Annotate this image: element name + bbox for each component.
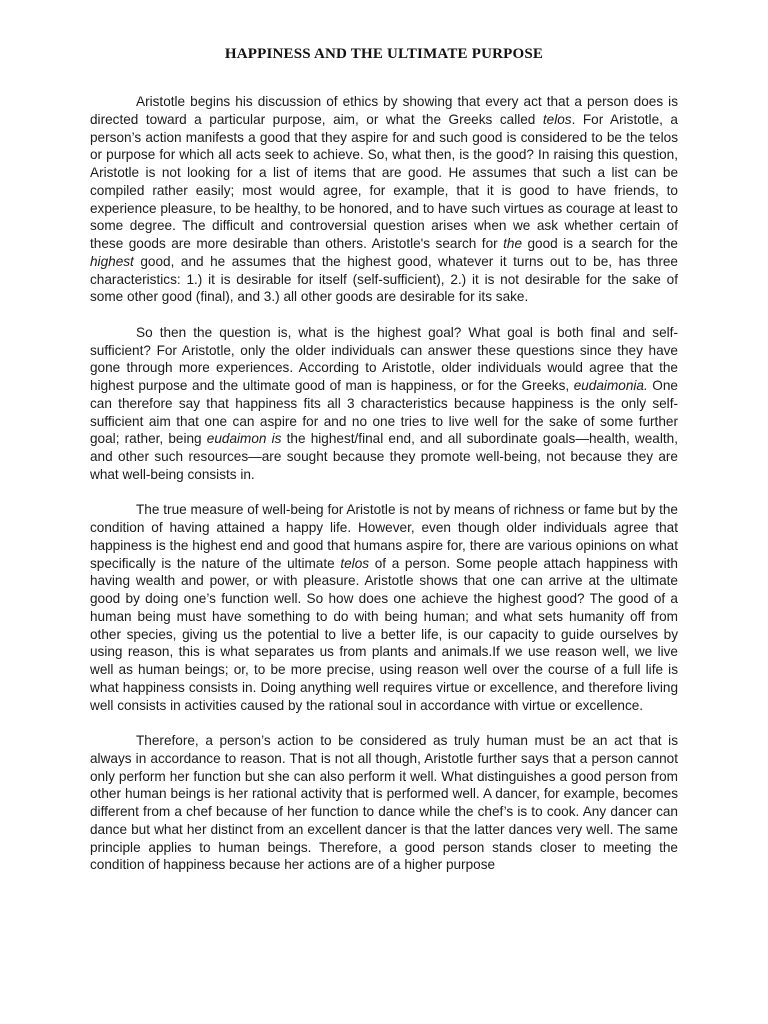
document-body (90, 93, 678, 874)
italic-text-run: telos (542, 111, 572, 127)
text-run: good, and he assumes that the highest good, whatever it turns out to be, has three characteristics: 1.) it is desirable for itself (self-sufficient), 2.) it is not desirable for the sake of some other good (final), and 3.) all other goods are desirable for its sake. (90, 253, 678, 305)
text-run: the highest/final end, and all subordinate goals—health, wealth, and other such resources—are sought because they promote well-being, not because they are what well-being consists in. (90, 431, 678, 482)
italic-text-run: highest (90, 253, 134, 269)
italic-text-run: the (503, 236, 523, 251)
text-run: good is a search for the (522, 236, 678, 251)
paragraph-4 (90, 732, 678, 874)
paragraph-2 (90, 324, 678, 484)
text-run: The true measure of well-being for Aristotle is not by means of richness or fame but by the condition of having attained a happy life. However, even though older individuals agree that happiness is the highest end and good that humans aspire for, there are various opinions on what specifically is the nature of the ultimate (90, 502, 678, 571)
paragraph-1 (90, 93, 678, 306)
italic-text-run: eudaimonia. (573, 378, 648, 393)
italic-text-run: eudaimon is (206, 431, 282, 447)
text-run: One can therefore say that happiness fits all 3 characteristics because happiness is the only self-sufficient aim that one can aspire for and no one tries to live well for the sake of some further goal; rather, being (90, 378, 678, 447)
text-run: of a person. Some people attach happiness with having wealth and power, or with pleasure. Aristotle shows that one can arrive at the ultimate good by doing one’s function well. So how does one achieve the highest good? The good of a human being must have something to do with being human; and what sets humanity off from other species, giving us the potential to live a better life, is our capacity to guide ourselves by using reason, this is what separates us from plants and animals.If we use reason well, we live well as human beings; or, to be more precise, using reason well over the course of a full life is what happiness consists in. Doing anything well requires virtue or excellence, and therefore living well consists in activities caused by the rational soul in accordance with virtue or excellence. (90, 555, 678, 713)
paragraph-3 (90, 501, 678, 714)
text-run: Aristotle begins his discussion of ethics by showing that every act that a person does is directed toward a particular purpose, aim, or what the Greeks called (90, 94, 678, 127)
text-run: Therefore, a person’s action to be considered as truly human must be an act that is always in accordance to reason. That is not all though, Aristotle further says that a person cannot only perform her function but she can also perform it well. What distinguishes a good person from other human beings is her rational activity that is performed well. A dancer, for example, becomes different from a chef because of her function to dance while the chef’s is to cook. Any dancer can dance but what her distinct from an excellent dancer is that the latter dances very well. The same principle applies to human beings. Therefore, a good person stands closer to meeting the condition of happiness because her actions are of a higher purpose (90, 733, 678, 873)
italic-text-run: telos (340, 555, 370, 571)
text-run: So then the question is, what is the highest goal? What goal is both final and self-sufficient? For Aristotle, only the older individuals can answer these questions since they have gone through more experiences. According to Aristotle, older individuals would agree that the highest purpose and the ultimate good of man is happiness, or for the Greeks, (90, 324, 678, 393)
text-run: . For Aristotle, a person’s action manifests a good that they aspire for and such good is considered to be the telos or purpose for which all acts seek to achieve. So, what then, is the good? In raising this question, Aristotle is not looking for a list of items that are good. He assumes that such a list can be compiled rather easily; most would agree, for example, that it is good to have friends, to experience pleasure, to be healthy, to be honored, and to have such virtues as courage at least to some degree. The difficult and controversial question arises when we ask whether certain of these goods are more desirable than others. Aristotle's search for (90, 111, 678, 251)
document-title: HAPPINESS AND THE ULTIMATE PURPOSE (224, 46, 544, 62)
